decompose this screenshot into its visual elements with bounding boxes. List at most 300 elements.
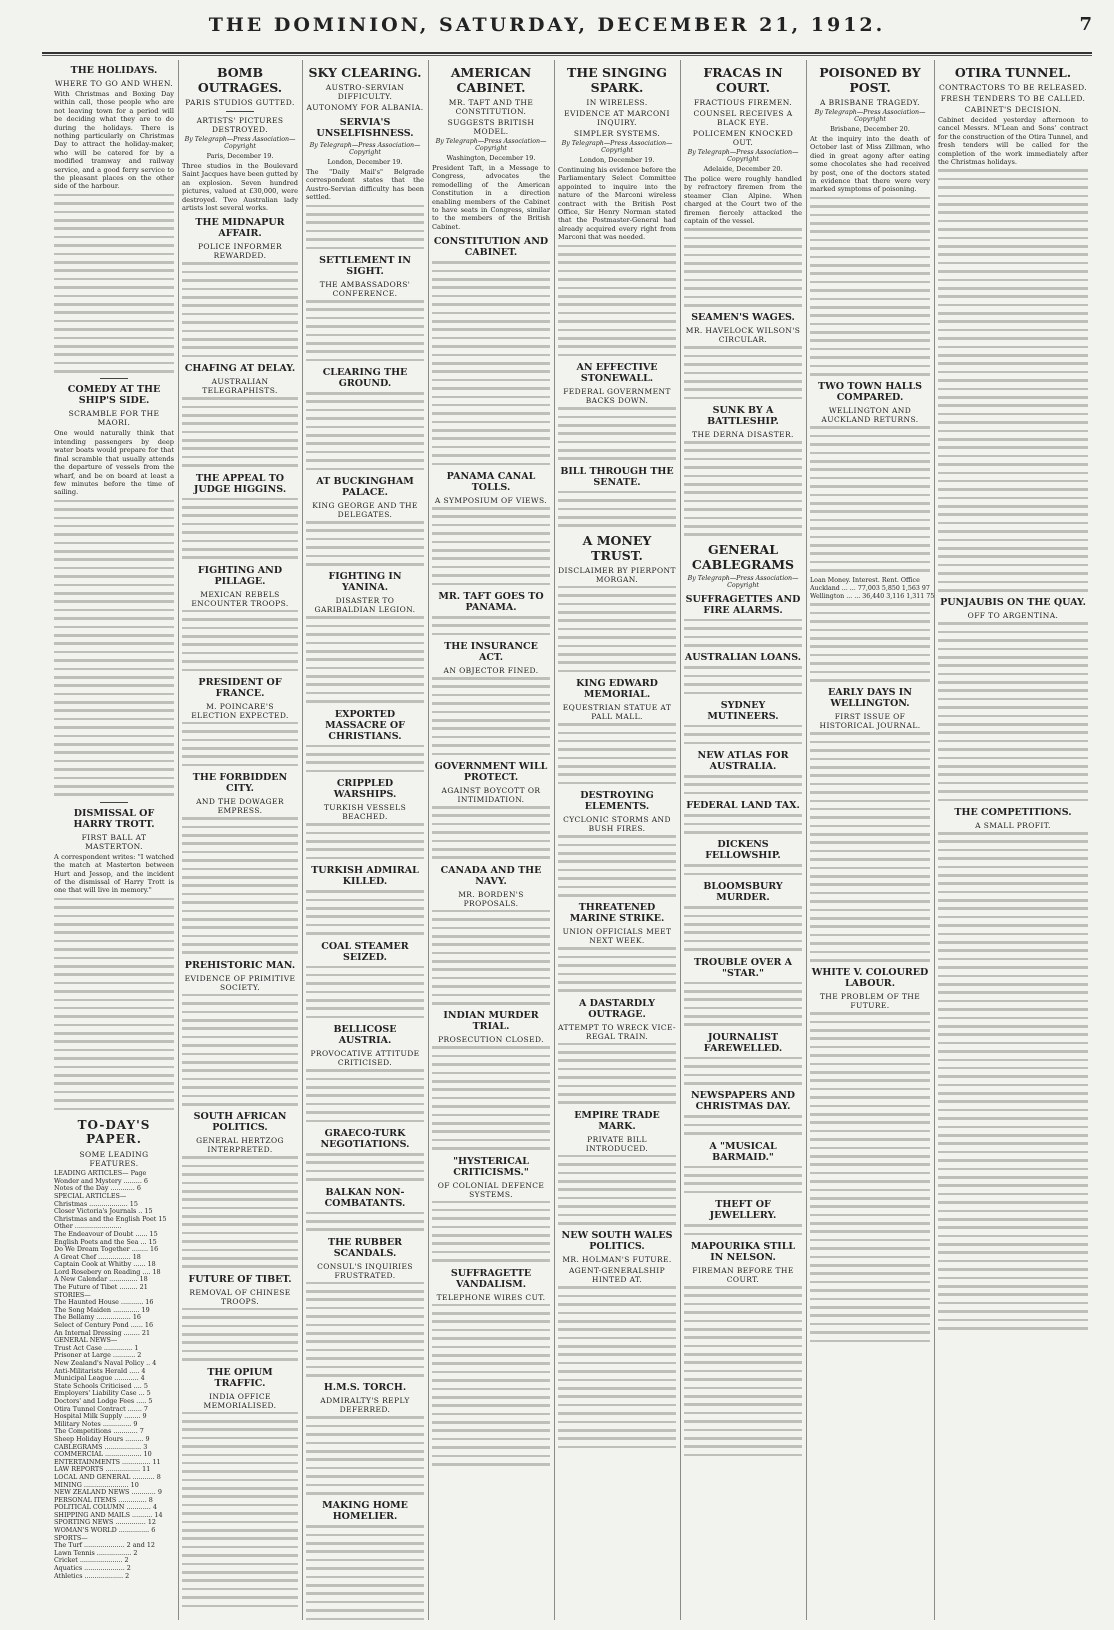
headline: THE SINGING SPARK. bbox=[567, 65, 667, 95]
index-entry: PERSONAL ITEMS .............. 8 bbox=[54, 1496, 153, 1504]
article-body bbox=[938, 832, 1088, 1330]
subheading: AGENT-GENERALSHIP HINTED AT. bbox=[568, 1266, 666, 1285]
byline: By Telegraph—Press Association—Copyright bbox=[687, 574, 799, 589]
index-entry: The Song Maiden ............. 19 bbox=[54, 1306, 150, 1314]
subheading: POLICEMEN KNOCKED OUT. bbox=[692, 129, 794, 147]
headline: COAL STEAMER SEIZED. bbox=[321, 940, 409, 963]
headline: CLEARING THE GROUND. bbox=[322, 367, 408, 390]
headline: AUSTRALIAN LOANS. bbox=[684, 652, 802, 664]
headline: JOURNALIST FAREWELLED. bbox=[703, 1031, 783, 1054]
article-body bbox=[558, 1043, 676, 1104]
headline: PREHISTORIC MAN. bbox=[184, 959, 296, 971]
subheading: SCRAMBLE FOR THE MAORI. bbox=[68, 409, 160, 428]
subheading: DISCLAIMER BY PIERPONT MORGAN. bbox=[558, 565, 676, 584]
subheading: A SYMPOSIUM OF VIEWS. bbox=[434, 496, 548, 506]
index-entry: Christmas and the English Poet 15 bbox=[54, 1215, 167, 1223]
article-body bbox=[810, 1012, 930, 1342]
index-entry: Wonder and Mystery ......... 6 bbox=[54, 1177, 148, 1185]
headline: FIGHTING AND PILLAGE. bbox=[197, 564, 283, 587]
headline: THE RUBBER SCANDALS. bbox=[328, 1236, 402, 1259]
index-entry: Employers' Liability Case ... 5 bbox=[54, 1390, 151, 1398]
article-body bbox=[684, 441, 802, 536]
headline: MR. TAFT GOES TO PANAMA. bbox=[438, 590, 544, 613]
article-body bbox=[684, 1115, 802, 1134]
headline: SUNK BY A BATTLESHIP. bbox=[707, 405, 779, 428]
headline: WHITE V. COLOURED LABOUR. bbox=[811, 967, 929, 990]
article-text: One would naturally think that intending passengers by deep water boats would prepare for that final scramble that usually attends the departure of vessels from the wharf, and be on board at least a few minutes before the time of sailing. bbox=[54, 429, 174, 497]
headline: SETTLEMENT IN SIGHT. bbox=[319, 254, 411, 277]
subheading: TURKISH VESSELS BEACHED. bbox=[323, 803, 407, 822]
subheading: A BRISBANE TRAGEDY. bbox=[820, 98, 920, 107]
headline: THE HOLIDAYS. bbox=[70, 65, 158, 76]
byline: By Telegraph—Press Association—Copyright bbox=[561, 140, 673, 154]
article-body bbox=[558, 407, 676, 460]
article-text: Continuing his evidence before the Parliamentary Select Committee appointed to inquire into the nature of the Marconi wireless contract with the British Post Office, Sir Henry Norman stated that the Postmaster-General had already acquired every right from Marconi that was needed. bbox=[558, 166, 676, 242]
todays-paper-title: TO-DAY'S PAPER. bbox=[77, 1118, 151, 1147]
index-entry: Select of Century Pond ...... 16 bbox=[54, 1322, 154, 1330]
headline: TURKISH ADMIRAL KILLED. bbox=[311, 865, 419, 888]
subheading: MEXICAN REBELS ENCOUNTER TROOPS. bbox=[191, 589, 289, 608]
article-body bbox=[306, 823, 424, 859]
index-entry: The Bellamy ................. 16 bbox=[54, 1314, 141, 1322]
index-entry: Cricket ..................... 2 bbox=[54, 1557, 129, 1565]
subheading: TELEPHONE WIRES CUT. bbox=[436, 1292, 546, 1302]
article-body bbox=[182, 610, 298, 671]
headline: THE COMPETITIONS. bbox=[954, 806, 1072, 818]
index-entry: The Turf .................... 2 and 12 bbox=[54, 1542, 155, 1550]
article-body bbox=[306, 1282, 424, 1377]
headline: POISONED BY POST. bbox=[819, 65, 921, 95]
subheading: PRIVATE BILL INTRODUCED. bbox=[585, 1134, 649, 1153]
headline: A DASTARDLY OUTRAGE. bbox=[578, 997, 656, 1020]
index-entry: LOCAL AND GENERAL ........... 8 bbox=[54, 1473, 161, 1481]
subheading: ATTEMPT TO WRECK VICE-REGAL TRAIN. bbox=[558, 1022, 676, 1041]
column-8 bbox=[934, 60, 1092, 1620]
article-text: Cabinet decided yesterday afternoon to cancel Messrs. M'Lean and Sons' contract for the construction of the Otira Tunnel, and fresh tenders will be called for the completion of the work immediately after the Christmas holidays. bbox=[938, 116, 1088, 167]
headline: INDIAN MURDER TRIAL. bbox=[443, 1010, 539, 1033]
subheading: ARTISTS' PICTURES DESTROYED. bbox=[196, 116, 284, 134]
subheading: FIRST BALL AT MASTERTON. bbox=[81, 832, 147, 851]
subheading: REMOVAL OF CHINESE TROOPS. bbox=[189, 1287, 291, 1306]
subheading: CABINET'S DECISION. bbox=[964, 105, 1062, 114]
headline: PRESIDENT OF FRANCE. bbox=[198, 676, 282, 699]
article-body bbox=[182, 397, 298, 467]
headline: THE OPIUM TRAFFIC. bbox=[207, 1366, 273, 1389]
article-body bbox=[432, 806, 550, 859]
article-body bbox=[810, 732, 930, 961]
headline: CRIPPLED WARSHIPS. bbox=[333, 778, 397, 801]
index-entry: Military Notes .............. 9 bbox=[54, 1420, 138, 1428]
article-body bbox=[558, 723, 676, 784]
table-header: Loan Money. Interest. Rent. Office bbox=[810, 577, 920, 585]
headline: SUFFRAGETTES AND FIRE ALARMS. bbox=[685, 593, 801, 616]
subheading: PROSECUTION CLOSED. bbox=[438, 1035, 544, 1045]
table-row: Auckland ... ... 77,003 5,850 1,563 97 bbox=[810, 585, 930, 593]
headline: OTIRA TUNNEL. bbox=[954, 65, 1072, 80]
article-body bbox=[558, 1286, 676, 1448]
subheading: CYCLONIC STORMS AND BUSH FIRES. bbox=[563, 815, 671, 834]
index-entry: NEW ZEALAND NEWS ............ 9 bbox=[54, 1489, 162, 1497]
headline: TROUBLE OVER A "STAR." bbox=[693, 956, 793, 979]
index-entry: SHIPPING AND MAILS .......... 14 bbox=[54, 1511, 163, 1519]
headline: DICKENS FELLOWSHIP. bbox=[705, 839, 781, 862]
headline: BALKAN NON-COMBATANTS. bbox=[324, 1186, 406, 1209]
article-text: At the inquiry into the death of October last of Miss Zillman, who died in great agony after eating some chocolates she had received by post, one of the doctors stated in evidence that there were very marked symptoms of poisoning. bbox=[810, 135, 930, 194]
page-number: 7 bbox=[1079, 14, 1092, 35]
index-entry: GENERAL NEWS— bbox=[54, 1337, 118, 1345]
article-body bbox=[306, 1525, 424, 1620]
dateline: London, December 19. bbox=[327, 158, 403, 166]
index-entry: Hospital Milk Supply ........ 9 bbox=[54, 1413, 147, 1421]
column-1 bbox=[50, 60, 179, 1620]
divider bbox=[100, 378, 128, 379]
dateline: Washington, December 19. bbox=[446, 154, 536, 162]
headline: GRAECO-TURK NEGOTIATIONS. bbox=[320, 1127, 410, 1150]
subheading: UNION OFFICIALS MEET NEXT WEEK. bbox=[562, 927, 672, 946]
subheading: PARIS STUDIOS GUTTED. bbox=[185, 98, 295, 107]
article-body bbox=[684, 1224, 802, 1235]
index-entry: Municipal League ............ 4 bbox=[54, 1375, 145, 1383]
article-body bbox=[432, 677, 550, 755]
dateline: London, December 19. bbox=[579, 156, 655, 164]
byline: By Telegraph—Press Association—Copyright bbox=[687, 149, 799, 163]
headline: EARLY DAYS IN WELLINGTON. bbox=[828, 687, 912, 710]
index-entry: Lord Rosebery on Reading .... 18 bbox=[54, 1268, 161, 1276]
headline: PUNJAUBIS ON THE QUAY. bbox=[940, 597, 1086, 609]
index-entry: The Haunted House ........... 16 bbox=[54, 1299, 154, 1307]
subheading: MR. HAVELOCK WILSON'S CIRCULAR. bbox=[685, 326, 801, 345]
headline: KING EDWARD MEMORIAL. bbox=[576, 678, 658, 701]
index-entry: Christmas ................... 15 bbox=[54, 1200, 138, 1208]
headline: CONSTITUTION AND CABINET. bbox=[433, 236, 549, 259]
article-body bbox=[684, 982, 802, 1027]
subheading: CONSUL'S INQUIRIES FRUSTRATED. bbox=[317, 1261, 413, 1280]
article-body bbox=[182, 1412, 298, 1608]
subheading: INDIA OFFICE MEMORIALISED. bbox=[203, 1391, 277, 1410]
column-3 bbox=[302, 60, 429, 1620]
masthead-title: THE DOMINION, SATURDAY, DECEMBER 21, 1912. bbox=[208, 14, 886, 36]
headline: EXPORTED MASSACRE OF CHRISTIANS. bbox=[325, 708, 405, 742]
subheading: SUGGESTS BRITISH MODEL. bbox=[447, 118, 535, 136]
headline: AMERICAN CABINET. bbox=[450, 65, 532, 95]
index-entry: Sheep Holiday Hours ......... 9 bbox=[54, 1435, 150, 1443]
headline: FIGHTING IN YANINA. bbox=[328, 571, 402, 594]
article-body bbox=[432, 616, 550, 635]
subheading: AGAINST BOYCOTT OR INTIMIDATION. bbox=[441, 786, 541, 804]
index-entry: MINING ...................... 10 bbox=[54, 1481, 139, 1489]
headline: GENERAL CABLEGRAMS bbox=[691, 541, 795, 572]
headline: H.M.S. TORCH. bbox=[323, 1382, 407, 1394]
subheading: FIREMAN BEFORE THE COURT. bbox=[692, 1265, 794, 1284]
subheading: THE AMBASSADORS' CONFERENCE. bbox=[319, 279, 411, 298]
headline: BELLICOSE AUSTRIA. bbox=[333, 1024, 397, 1047]
article-body bbox=[558, 1155, 676, 1225]
subheading: WELLINGTON AND AUCKLAND RETURNS. bbox=[821, 406, 919, 425]
article-body bbox=[432, 507, 550, 585]
subheading: MR. BORDEN'S PROPOSALS. bbox=[458, 889, 524, 908]
headline: NEW SOUTH WALES POLITICS. bbox=[561, 1230, 673, 1253]
masthead bbox=[42, 14, 1092, 54]
headline: SUFFRAGETTE VANDALISM. bbox=[450, 1267, 532, 1290]
headline: MAKING HOME HOMELIER. bbox=[322, 1500, 408, 1523]
subheading: WHERE TO GO AND WHEN. bbox=[54, 79, 174, 88]
article-text: The "Daily Mail's" Belgrade correspondent states that the Austro-Servian difficulty has been settled. bbox=[306, 168, 424, 202]
article-body bbox=[54, 500, 174, 796]
table-row: Wellington ... ... 36,440 3,116 1,311 75 bbox=[810, 593, 935, 601]
headline: EMPIRE TRADE MARK. bbox=[574, 1109, 660, 1132]
index-entry: Other ....................... bbox=[54, 1223, 122, 1231]
loan-table bbox=[810, 577, 935, 601]
article-text: The police were roughly handled by refractory firemen from the steamer Clan Alpine. When charged at the Court two of the firemen fiercely attacked the captain of the vessel. bbox=[684, 175, 802, 226]
index-entry: A Great Chef ................ 18 bbox=[54, 1253, 141, 1261]
index-heading: LEADING ARTICLES— Page bbox=[54, 1170, 147, 1178]
headline: A "MUSICAL BARMAID." bbox=[709, 1140, 777, 1163]
index-entry: The Competitions ............ 7 bbox=[54, 1428, 144, 1436]
subheading: ADMIRALTY'S REPLY DEFERRED. bbox=[320, 1396, 410, 1415]
article-body bbox=[684, 775, 802, 794]
subheading: KING GEORGE AND THE DELEGATES. bbox=[312, 501, 418, 519]
article-body bbox=[306, 300, 424, 361]
dateline: Adelaide, December 20. bbox=[703, 165, 783, 173]
article-body bbox=[306, 392, 424, 470]
subheading: AN OBJECTOR FINED. bbox=[443, 666, 539, 676]
index-entry: SPORTING NEWS ............... 12 bbox=[54, 1519, 157, 1527]
index-entry: An Internal Dressing ........ 21 bbox=[54, 1329, 151, 1337]
headline: THE FORBIDDEN CITY. bbox=[192, 772, 288, 795]
subheading: FRACTIOUS FIREMEN. bbox=[693, 98, 793, 107]
index-entry: SPECIAL ARTICLES— bbox=[54, 1192, 127, 1200]
headline: DESTROYING ELEMENTS. bbox=[580, 790, 654, 813]
subheading: M. POINCARE'S ELECTION EXPECTED. bbox=[191, 701, 289, 720]
divider bbox=[100, 802, 128, 803]
dateline: Paris, December 19. bbox=[206, 152, 274, 160]
index-entry: Athletics ................... 2 bbox=[54, 1572, 130, 1580]
headline: BILL THROUGH THE SENATE. bbox=[560, 465, 674, 488]
headline: THE MIDNAPUR AFFAIR. bbox=[195, 217, 285, 240]
byline: By Telegraph—Press Association—Copyright bbox=[435, 138, 547, 152]
headline: THE APPEAL TO JUDGE HIGGINS. bbox=[193, 472, 287, 495]
index-entry: COMMERCIAL .................. 10 bbox=[54, 1451, 152, 1459]
article-body bbox=[558, 586, 676, 673]
subheading: A SMALL PROFIT. bbox=[975, 820, 1051, 830]
headline: SYDNEY MUTINEERS. bbox=[707, 699, 779, 722]
article-body bbox=[432, 1304, 550, 1466]
article-body bbox=[306, 1069, 424, 1122]
subheading: POLICE INFORMER REWARDED. bbox=[197, 242, 283, 261]
article-body bbox=[810, 426, 930, 571]
subheading: PROVOCATIVE ATTITUDE CRITICISED. bbox=[310, 1049, 420, 1068]
headline: SEAMEN'S WAGES. bbox=[691, 312, 795, 324]
index-entry: Captain Cook at Whitby ...... 18 bbox=[54, 1261, 156, 1269]
article-body bbox=[306, 1153, 424, 1181]
index-entry: LAW REPORTS ................. 11 bbox=[54, 1466, 151, 1474]
index-entry: Anti-Militarists Herald ..... 4 bbox=[54, 1367, 146, 1375]
index-entry: SPORTS— bbox=[54, 1534, 88, 1542]
article-body bbox=[558, 245, 676, 357]
subheading: MR. HOLMAN'S FUTURE. bbox=[562, 1255, 672, 1265]
subheading: IN WIRELESS. bbox=[586, 98, 648, 107]
subheading: FIRST ISSUE OF HISTORICAL JOURNAL. bbox=[819, 712, 921, 731]
article-body bbox=[684, 864, 802, 875]
article-body bbox=[558, 491, 676, 527]
index-entry: Aquatics .................... 2 bbox=[54, 1565, 131, 1573]
index-entry: Notes of the Day ............ 6 bbox=[54, 1185, 141, 1193]
article-body bbox=[432, 1201, 550, 1262]
article-body bbox=[306, 890, 424, 935]
index-entry: Do We Dream Together ........ 16 bbox=[54, 1246, 159, 1254]
index-entry: WOMAN'S WORLD ............... 6 bbox=[54, 1527, 156, 1535]
article-body bbox=[306, 966, 424, 1019]
masthead-rule bbox=[42, 55, 1092, 56]
byline: By Telegraph—Press Association—Copyright bbox=[184, 136, 296, 150]
article-text: President Taft, in a Message to Congress, advocates the remodelling of the American Constitution in a direction enabling members of the Cabinet to have seats in Congress, similar to the members of the British Cabinet. bbox=[432, 164, 550, 231]
subheading: AUTONOMY FOR ALBANIA. bbox=[306, 103, 424, 112]
index-entry: Doctors' and Lodge Fees ..... 5 bbox=[54, 1397, 153, 1405]
subheading: SIMPLER SYSTEMS. bbox=[573, 129, 661, 138]
index-entry: The Future of Tibet ......... 21 bbox=[54, 1284, 148, 1292]
subheading: FRESH TENDERS TO BE CALLED. bbox=[940, 94, 1086, 103]
headline: SERVIA'S UNSELFISHNESS. bbox=[316, 117, 414, 139]
article-body bbox=[684, 906, 802, 951]
subheading: AUSTRALIAN TELEGRAPHISTS. bbox=[202, 377, 278, 396]
headline: THEFT OF JEWELLERY. bbox=[709, 1199, 777, 1222]
article-body bbox=[684, 1286, 802, 1456]
subheading: OFF TO ARGENTINA. bbox=[967, 611, 1059, 621]
article-body bbox=[306, 616, 424, 703]
index-entry: New Zealand's Naval Policy .. 4 bbox=[54, 1360, 157, 1368]
index-entry: Closer Victoria's Journals .. 15 bbox=[54, 1208, 153, 1216]
headline: THREATENED MARINE STRIKE. bbox=[569, 902, 665, 925]
article-body bbox=[182, 498, 298, 559]
headline: BLOOMSBURY MURDER. bbox=[703, 881, 783, 904]
article-text: With Christmas and Boxing Day within call, those people who are not leaving town for a period will be deciding what they are to do during the holidays. There is nothing particularly on Christmas Day to attract the holiday-maker, who will be catered for by a modified tramway and railway service, and a good ferry service to the pleasant places on the other side of the harbour. bbox=[54, 90, 174, 191]
subheading: THE PROBLEM OF THE FUTURE. bbox=[819, 992, 921, 1011]
headline: COMEDY AT THE SHIP'S SIDE. bbox=[67, 384, 161, 407]
article-body bbox=[182, 1308, 298, 1361]
subheading: AUSTRO-SERVIAN DIFFICULTY. bbox=[325, 83, 405, 101]
subheading: GENERAL HERTZOG INTERPRETED. bbox=[196, 1136, 284, 1155]
article-body bbox=[938, 169, 1088, 591]
subheading: DISASTER TO GARIBALDIAN LEGION. bbox=[314, 596, 416, 615]
column-6 bbox=[680, 60, 807, 1620]
article-body bbox=[432, 261, 550, 465]
index-entry: English Poets and the Sea ... 15 bbox=[54, 1238, 157, 1246]
article-body bbox=[684, 666, 802, 694]
index-entry: Otira Tunnel Contract ....... 7 bbox=[54, 1405, 148, 1413]
article-body bbox=[684, 1166, 802, 1194]
subheading: EQUESTRIAN STATUE AT PALL MALL. bbox=[562, 703, 672, 722]
article-body bbox=[182, 262, 298, 357]
headline: A MONEY TRUST. bbox=[582, 532, 652, 563]
article-body bbox=[182, 817, 298, 954]
headline: FEDERAL LAND TAX. bbox=[686, 800, 800, 812]
headline: CHAFING AT DELAY. bbox=[184, 363, 296, 375]
headline: PANAMA CANAL TOLLS. bbox=[446, 471, 536, 494]
headline: "HYSTERICAL CRITICISMS." bbox=[453, 1155, 529, 1178]
column-2 bbox=[178, 60, 303, 1620]
index-entry: ENTERTAINMENTS .............. 11 bbox=[54, 1458, 161, 1466]
contents-index bbox=[54, 1170, 174, 1580]
headline: AN EFFECTIVE STONEWALL. bbox=[576, 362, 658, 385]
article-body bbox=[684, 725, 802, 744]
headline: SKY CLEARING. bbox=[308, 65, 422, 80]
article-body bbox=[54, 898, 174, 1110]
subheading: EVIDENCE AT MARCONI INQUIRY. bbox=[564, 109, 670, 127]
article-body bbox=[306, 745, 424, 773]
subheading: CONTRACTORS TO BE RELEASED. bbox=[938, 83, 1087, 92]
article-text: A correspondent writes: "I watched the match at Masterton between Hurt and Jessop, and the incident of the dismissal of Harry Trott is one that will live in memory." bbox=[54, 852, 174, 895]
article-body bbox=[306, 205, 424, 250]
headline: DISMISSAL OF HARRY TROTT. bbox=[73, 807, 155, 830]
headline: MAPOURIKA STILL IN NELSON. bbox=[690, 1240, 796, 1263]
subheading: MR. TAFT AND THE CONSTITUTION. bbox=[448, 98, 534, 116]
index-entry: POLITICAL COLUMN ............ 4 bbox=[54, 1504, 157, 1512]
headline: CANADA AND THE NAVY. bbox=[440, 864, 542, 887]
article-body bbox=[182, 994, 298, 1106]
index-entry: A New Calendar .............. 18 bbox=[54, 1276, 148, 1284]
dateline: Brisbane, December 20. bbox=[830, 125, 910, 133]
article-body bbox=[306, 1212, 424, 1231]
article-body bbox=[306, 1416, 424, 1494]
article-body bbox=[684, 346, 802, 399]
column-4 bbox=[428, 60, 555, 1620]
article-text: Three studios in the Boulevard Saint Jacques have been gutted by an explosion. Seven hundred pictures, valued at £30,000, were destroyed. Two Australian lady artists lost several works. bbox=[182, 162, 298, 213]
article-body bbox=[684, 228, 802, 306]
article-body bbox=[182, 722, 298, 767]
subheading: FEDERAL GOVERNMENT BACKS DOWN. bbox=[563, 387, 671, 406]
article-body bbox=[558, 835, 676, 896]
headline: NEWSPAPERS AND CHRISTMAS DAY. bbox=[690, 1090, 796, 1113]
article-body bbox=[54, 194, 174, 373]
subheading: AND THE DOWAGER EMPRESS. bbox=[196, 797, 284, 816]
headline: FUTURE OF TIBET. bbox=[188, 1273, 292, 1285]
headline: FRACAS IN COURT. bbox=[703, 65, 783, 95]
article-body bbox=[684, 1057, 802, 1085]
article-body bbox=[810, 197, 930, 376]
headline: AT BUCKINGHAM PALACE. bbox=[316, 476, 414, 498]
index-entry: Lawn Tennis ................. 2 bbox=[54, 1549, 138, 1557]
headline: SOUTH AFRICAN POLITICS. bbox=[193, 1111, 287, 1134]
article-body bbox=[684, 814, 802, 833]
article-body bbox=[306, 521, 424, 566]
subheading: EVIDENCE OF PRIMITIVE SOCIETY. bbox=[184, 973, 296, 992]
column-5 bbox=[554, 60, 681, 1620]
index-entry: State Schools Criticised .... 5 bbox=[54, 1382, 148, 1390]
headline: GOVERNMENT WILL PROTECT. bbox=[434, 761, 548, 783]
index-entry: Trust Act Case .............. 1 bbox=[54, 1344, 139, 1352]
article-body bbox=[432, 1046, 550, 1149]
subheading: THE DERNA DISASTER. bbox=[692, 430, 794, 440]
column-7 bbox=[806, 60, 935, 1620]
article-body bbox=[558, 947, 676, 992]
headline: THE INSURANCE ACT. bbox=[444, 641, 538, 664]
subheading: OF COLONIAL DEFENCE SYSTEMS. bbox=[437, 1180, 545, 1199]
headline: TWO TOWN HALLS COMPARED. bbox=[818, 381, 922, 404]
index-entry: STORIES— bbox=[54, 1291, 91, 1299]
divider bbox=[226, 111, 254, 112]
headline: BOMB OUTRAGES. bbox=[197, 65, 283, 95]
article-body bbox=[684, 619, 802, 647]
subheading: SOME LEADING FEATURES. bbox=[79, 1150, 149, 1169]
article-body bbox=[432, 910, 550, 1005]
subheading: COUNSEL RECEIVES A BLACK EYE. bbox=[693, 109, 793, 127]
headline: NEW ATLAS FOR AUSTRALIA. bbox=[697, 750, 789, 773]
index-entry: CABLEGRAMS .................. 3 bbox=[54, 1443, 148, 1451]
byline: By Telegraph—Press Association—Copyright bbox=[814, 109, 926, 123]
article-body bbox=[810, 603, 930, 681]
index-entry: The Endeavour of Doubt ...... 15 bbox=[54, 1230, 158, 1238]
article-body bbox=[182, 1156, 298, 1268]
